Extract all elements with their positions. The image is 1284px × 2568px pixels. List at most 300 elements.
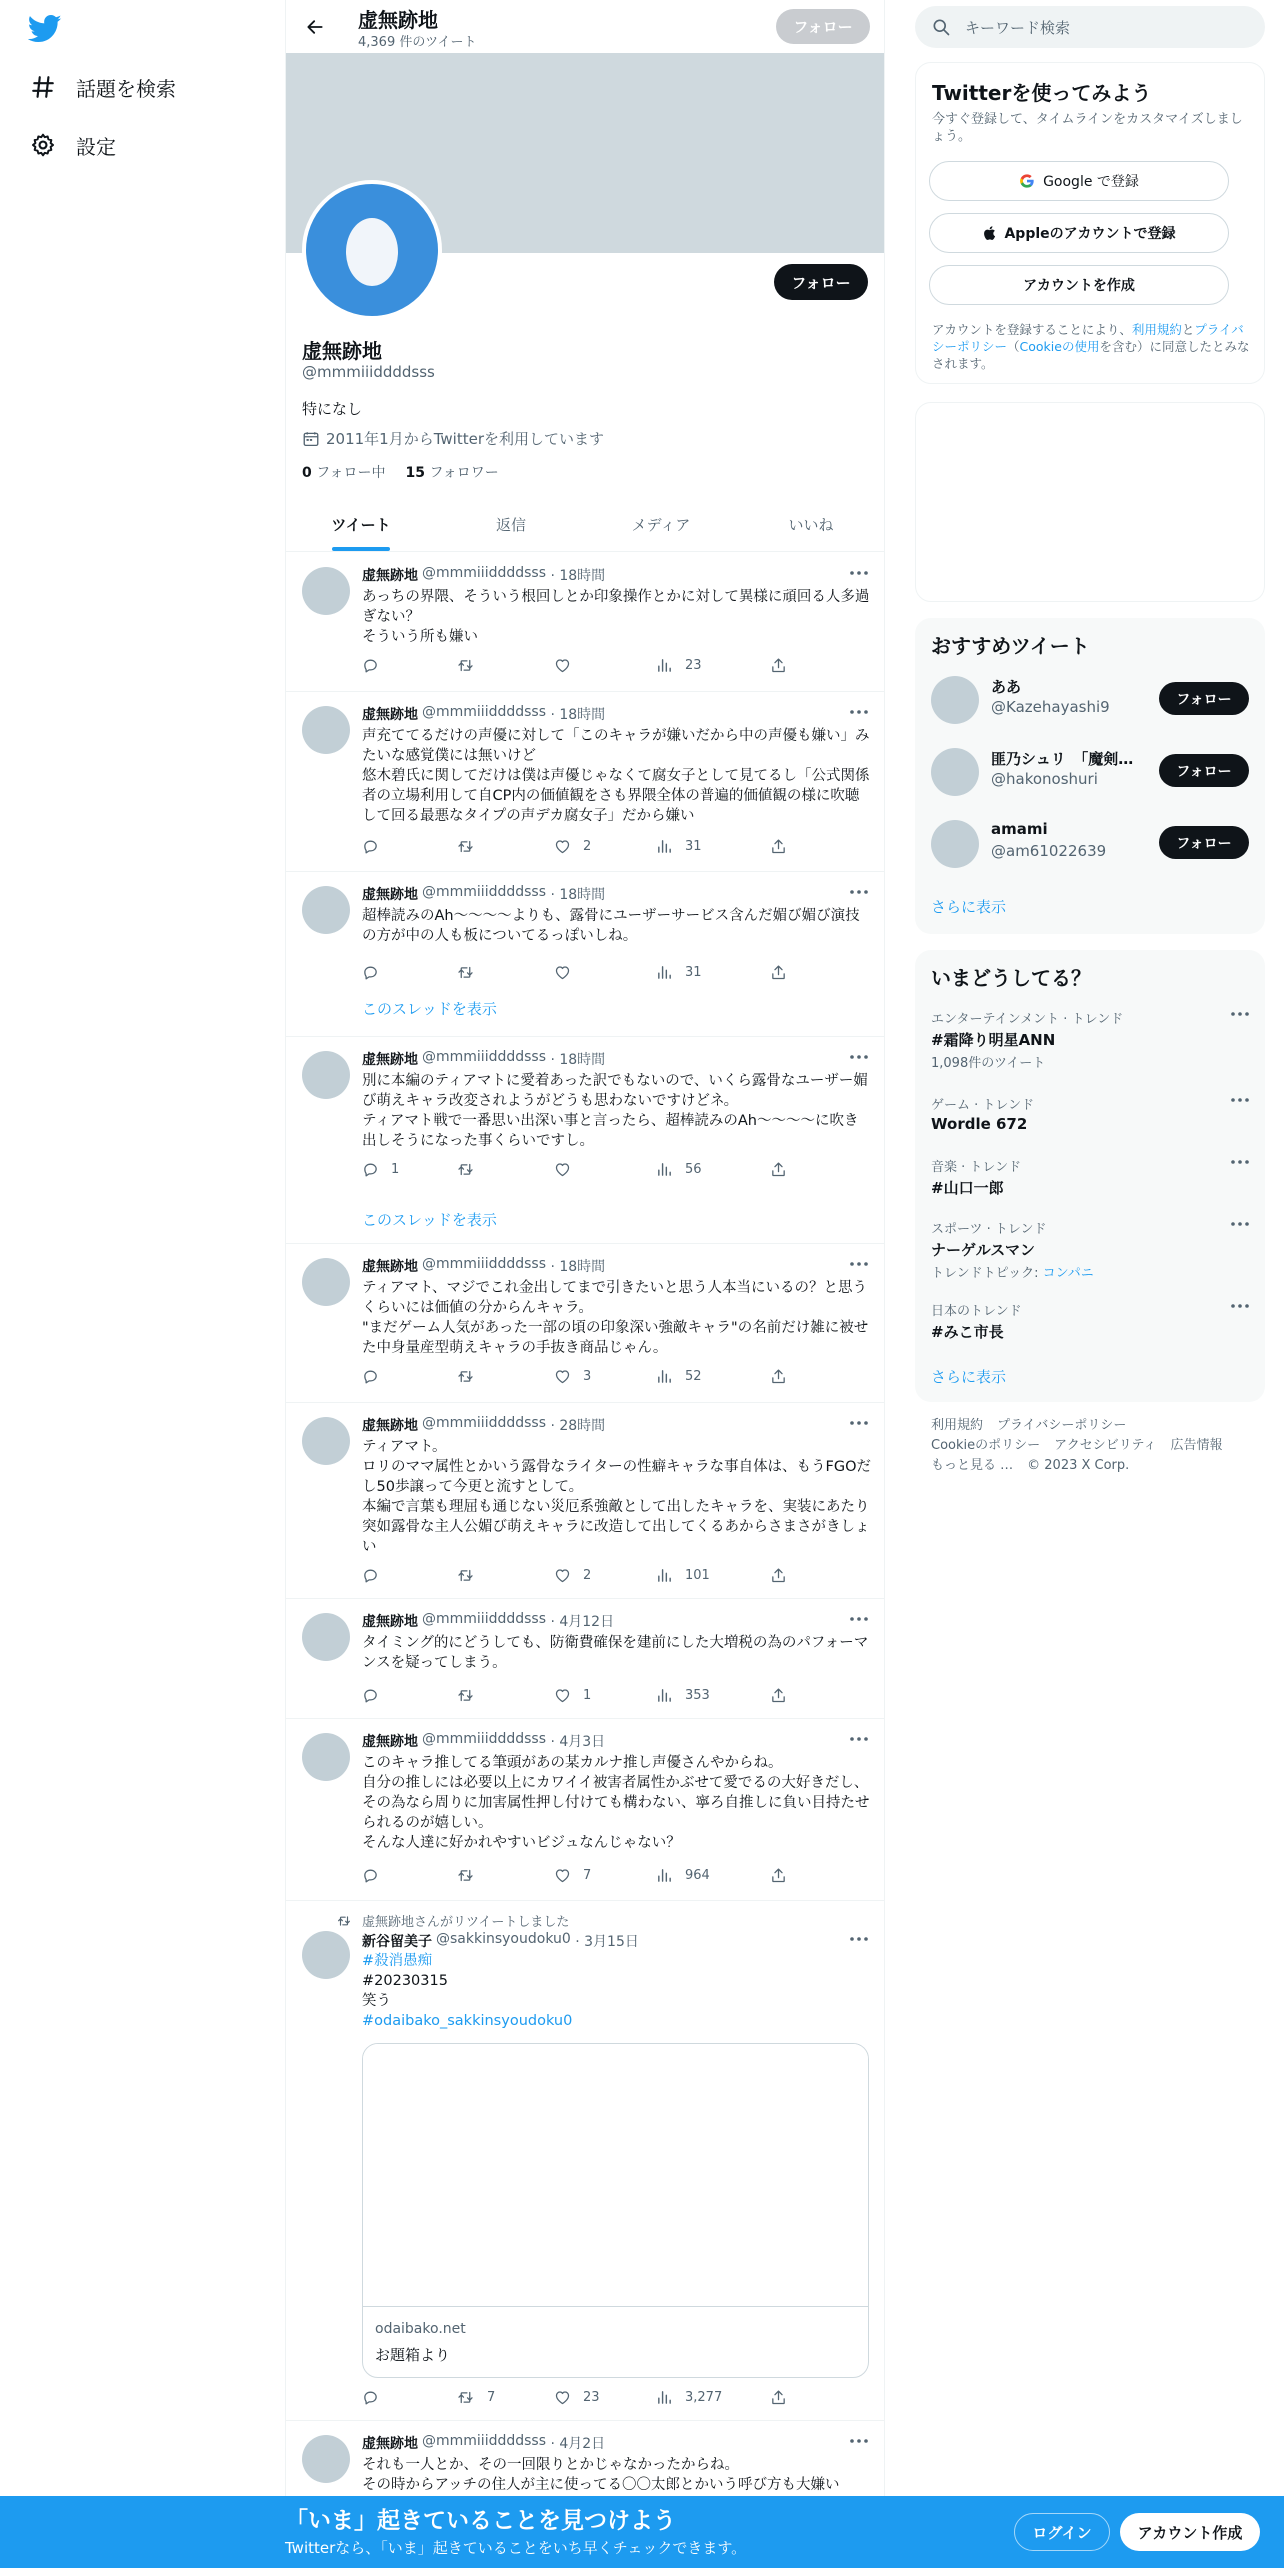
- retweet-button[interactable]: 7: [456, 2389, 495, 2406]
- google-signup-button[interactable]: [929, 161, 1229, 201]
- more-options-button[interactable]: [848, 884, 870, 900]
- tweet-author-handle: @mmmiiiddddsss: [422, 2433, 547, 2449]
- share-button[interactable]: [770, 1687, 799, 1704]
- apple-icon: [982, 225, 996, 241]
- tweet[interactable]: [286, 1403, 885, 1599]
- share-icon: [770, 838, 787, 855]
- hashtag-link[interactable]: #殺消愚痴: [362, 1953, 433, 1969]
- footer-link[interactable]: プライバシーポリシー: [997, 1418, 1127, 1433]
- share-button[interactable]: [770, 1567, 799, 1584]
- more-options-button[interactable]: [848, 1931, 870, 1947]
- header-name: 虚無跡地: [358, 8, 438, 32]
- signup-terms: アカウントを登録することにより、利用規約とプライバシーポリシー（Cookieの使用を含む）に同意したとみなされます。: [932, 322, 1250, 371]
- trend-category: エンターテインメント · トレンド: [931, 1012, 1124, 1027]
- avatar[interactable]: [302, 1733, 350, 1781]
- tweet[interactable]: [286, 1037, 885, 1244]
- heart-icon: [554, 1867, 571, 1884]
- trend-title: Wordle 672: [931, 1115, 1028, 1133]
- reply-button[interactable]: [362, 1368, 391, 1385]
- reply-button[interactable]: [362, 838, 391, 855]
- search-placeholder: キーワード検索: [965, 18, 1071, 37]
- more-dots-icon: [850, 1937, 868, 1941]
- recommended-user[interactable]: [931, 816, 1249, 872]
- profile-joined-text: 2011年1月からTwitterを利用しています: [326, 430, 604, 448]
- tweet-author-handle: @mmmiiiddddsss: [422, 1256, 547, 1272]
- tweet-action-bar: [362, 838, 802, 860]
- tweet-text: 声充ててるだけの声優に対して「このキャラが嫌いだから中の声優も嫌い」みたいな感覚僕には無いけど 悠木碧氏に関してだけは僕は声優じゃなくて腐女子として見てるし「公式関係者の立場利用して自CP内の価値観をさも界隈全体の普遍的価値観の様に吹聴して回る最悪なタイプの声デカ腐女子」だから嫌い: [362, 728, 870, 824]
- trend-more-button[interactable]: [1231, 1222, 1249, 1226]
- views-chart-icon: [656, 1867, 673, 1884]
- views-chart-icon: [656, 1368, 673, 1385]
- like-button[interactable]: 2: [554, 838, 591, 855]
- views-chart-icon: [656, 1161, 673, 1178]
- heart-icon: [554, 838, 571, 855]
- tweet-text: それも一人とか、その一回限りとかじゃなかったからね。 その時からアッチの住人が主に使ってる〇〇太郎とかいう呼び方も大嫌い: [362, 2457, 840, 2493]
- tweet-header: [362, 884, 605, 904]
- nav-explore[interactable]: [28, 67, 176, 107]
- share-icon: [770, 1687, 787, 1704]
- more-dots-icon: [850, 2439, 868, 2443]
- trends-show-more[interactable]: さらに表示: [931, 1368, 1007, 1386]
- trend-subtitle: 1,098件のツイート: [931, 1056, 1046, 1071]
- recommended-show-more[interactable]: さらに表示: [931, 898, 1007, 916]
- reply-button[interactable]: [362, 2389, 391, 2406]
- more-options-button[interactable]: [848, 1256, 870, 1272]
- signup-title: Twitterを使ってみよう: [932, 81, 1152, 105]
- arrow-left-icon: [305, 17, 325, 37]
- footer-link[interactable]: 利用規約: [931, 1418, 984, 1433]
- more-dots-icon: [850, 1617, 868, 1621]
- recommended-follow-button[interactable]: フォロー: [1159, 682, 1249, 715]
- reply-icon: [362, 838, 379, 855]
- retweet-button[interactable]: [456, 1567, 487, 1584]
- share-icon: [770, 1368, 787, 1385]
- trend-title: ナーゲルスマン: [931, 1241, 1035, 1259]
- recommended-user-name: 匪乃シュリ 「魔剣…: [991, 750, 1134, 768]
- tweet-action-bar: [362, 1567, 802, 1589]
- views-button[interactable]: 101: [656, 1567, 710, 1584]
- heart-icon: [554, 2389, 571, 2406]
- twitter-bird-icon[interactable]: [28, 14, 62, 44]
- signup-box: [915, 62, 1265, 384]
- share-icon: [770, 657, 787, 674]
- tweet-time[interactable]: · 3月15日: [575, 1934, 639, 1950]
- link-card-domain: odaibako.net: [375, 2321, 466, 2337]
- reply-icon: [362, 1867, 379, 1884]
- reply-button[interactable]: 1: [362, 1161, 399, 1178]
- more-options-button[interactable]: [848, 1415, 870, 1431]
- avatar[interactable]: [302, 1613, 350, 1661]
- tweet-author-name[interactable]: 新谷留美子: [362, 1934, 432, 1950]
- heart-icon: [554, 657, 571, 674]
- tweet-author-name[interactable]: 虚無跡地: [362, 2436, 418, 2452]
- create-account-button[interactable]: アカウントを作成: [929, 265, 1229, 305]
- more-options-button[interactable]: [848, 1611, 870, 1627]
- tweet-author-handle: @mmmiiiddddsss: [422, 1731, 547, 1747]
- tweet-author-handle: @sakkinsyoudoku0: [436, 1931, 571, 1947]
- trends-panel: [915, 950, 1265, 1402]
- recommended-user-handle: @hakonoshuri: [991, 770, 1098, 788]
- share-button[interactable]: [770, 1867, 799, 1884]
- trend-item[interactable]: [931, 1218, 1249, 1281]
- trend-category: スポーツ · トレンド: [931, 1222, 1047, 1237]
- trend-topic-link[interactable]: コンパニ: [1042, 1266, 1094, 1281]
- header-follow-button[interactable]: フォロー: [776, 9, 870, 44]
- like-button[interactable]: [554, 657, 583, 674]
- retweet-button[interactable]: [456, 1687, 487, 1704]
- reply-icon: [362, 1161, 379, 1178]
- tweet[interactable]: [286, 553, 885, 692]
- tweet-text: ティアマト、マジでこれ金出してまで引きたいと思う人本当にいるの？と思うくらいには価値の分からんキャラ。 "まだゲーム人気があった一部の頃の印象深い強敵キャラ"の名前だけ雑に被せた中身量産型萌えキャラの手抜き商品じゃん。: [362, 1280, 869, 1356]
- tweet-author-name[interactable]: 虚無跡地: [362, 1052, 418, 1068]
- retweeted-tweet[interactable]: [286, 1901, 885, 2421]
- avatar[interactable]: [302, 706, 350, 754]
- tweet-author-handle: @mmmiiiddddsss: [422, 884, 547, 900]
- more-dots-icon: [850, 1262, 868, 1266]
- tweet-author-name[interactable]: 虚無跡地: [362, 887, 418, 903]
- retweet-icon: [456, 657, 475, 674]
- tweet[interactable]: [286, 692, 885, 872]
- trend-more-button[interactable]: [1231, 1160, 1249, 1164]
- trend-subtitle: トレンドトピック: コンパニ: [931, 1266, 1094, 1281]
- avatar[interactable]: [302, 2435, 350, 2483]
- views-chart-icon: [656, 1567, 673, 1584]
- link-card-image: [363, 2044, 868, 2307]
- avatar[interactable]: [302, 1051, 350, 1099]
- avatar[interactable]: [931, 748, 979, 796]
- recommended-follow-button[interactable]: フォロー: [1159, 826, 1249, 859]
- trend-item[interactable]: [931, 1156, 1249, 1198]
- tweet-time[interactable]: · 4月2日: [550, 2436, 606, 2452]
- tweet-author-handle: @mmmiiiddddsss: [422, 1049, 547, 1065]
- tweet-time[interactable]: · 18時間: [550, 1052, 606, 1068]
- retweet-icon: [456, 2389, 475, 2406]
- tweet-time[interactable]: · 4月3日: [550, 1734, 606, 1750]
- footer-link[interactable]: アクセシビリティ: [1054, 1438, 1157, 1453]
- search-input[interactable]: [915, 6, 1265, 48]
- trend-more-button[interactable]: [1231, 1304, 1249, 1308]
- footer-links: [931, 1416, 1251, 1476]
- tweet-text: あっちの界隈、そういう根回しとか印象操作とかに対して異様に頑回る人多過ぎない？ そういう所も嫌い: [362, 589, 870, 645]
- more-options-button[interactable]: [848, 1049, 870, 1065]
- retweet-button[interactable]: [456, 1867, 487, 1884]
- empty-widget: [915, 402, 1265, 602]
- reply-icon: [362, 1687, 379, 1704]
- recommended-user-handle: @am61022639: [991, 842, 1107, 860]
- views-chart-icon: [656, 1687, 673, 1704]
- retweet-icon: [456, 1161, 475, 1178]
- recommended-title: おすすめツイート: [931, 634, 1090, 658]
- views-button[interactable]: 31: [656, 838, 702, 855]
- footer-link[interactable]: もっと見る …: [931, 1458, 1014, 1473]
- more-dots-icon: [850, 890, 868, 894]
- views-chart-icon: [656, 838, 673, 855]
- bottom-bar-subtitle: Twitterなら、「いま」起きていることをいち早くチェックできます。: [285, 2539, 747, 2557]
- header-tweet-count: 4,369 件のツイート: [358, 35, 477, 50]
- link-card[interactable]: [362, 2043, 869, 2378]
- tweet-header: [362, 1611, 614, 1631]
- recommended-user-name: amami: [991, 820, 1048, 838]
- profile-stats: [302, 462, 499, 482]
- calendar-icon: [302, 430, 320, 448]
- footer-link[interactable]: © 2023 X Corp.: [1027, 1458, 1130, 1473]
- tweet-action-bar: [362, 1161, 802, 1183]
- views-button[interactable]: 353: [656, 1687, 710, 1704]
- tweet-author-name[interactable]: 虚無跡地: [362, 568, 418, 584]
- views-button[interactable]: 52: [656, 1368, 702, 1385]
- tweet-text: このキャラ推してる筆頭があの某カルナ推し声優さんやからね。 自分の推しには必要以上にカワイイ被害者属性かぶせて愛でるの大好きだし、その為なら周りに加害属性押し付けても構わない、寧ろ自推しに負い目持たせられるのが嬉しい。 そんな人達に好かれやすいビジュなんじゃない？: [362, 1755, 870, 1851]
- tweet[interactable]: [286, 1719, 885, 1901]
- heart-icon: [554, 1161, 571, 1178]
- trend-title: #山口一郎: [931, 1179, 1004, 1197]
- tweet-author-name[interactable]: 虚無跡地: [362, 1734, 418, 1750]
- default-egg-icon: [344, 212, 400, 288]
- retweet-small-icon: [336, 1914, 352, 1928]
- tweet-time[interactable]: · 18時間: [550, 887, 606, 903]
- retweet-icon: [456, 1867, 475, 1884]
- tweet-action-bar: [362, 2389, 802, 2411]
- login-prompt-bar: [0, 2496, 1284, 2568]
- trend-category: 日本のトレンド: [931, 1304, 1022, 1319]
- retweet-icon: [456, 1567, 475, 1584]
- trend-item[interactable]: [931, 1300, 1249, 1342]
- signup-subtitle: 今すぐ登録して、タイムラインをカスタマイズしましょう。: [932, 112, 1243, 144]
- views-button[interactable]: 3,277: [656, 2389, 722, 2406]
- views-button[interactable]: 964: [656, 1867, 710, 1884]
- right-sidebar: [915, 0, 1265, 2568]
- search-icon: [931, 17, 951, 37]
- share-button[interactable]: [770, 964, 799, 981]
- more-dots-icon: [1231, 1098, 1249, 1102]
- more-dots-icon: [1231, 1304, 1249, 1308]
- nav-settings[interactable]: [28, 125, 116, 165]
- share-button[interactable]: [770, 838, 799, 855]
- gear-icon: [28, 130, 58, 160]
- retweet-button[interactable]: [456, 838, 487, 855]
- more-dots-icon: [850, 710, 868, 714]
- more-options-button[interactable]: [848, 704, 870, 720]
- retweet-icon: [456, 1368, 475, 1385]
- reply-button[interactable]: [362, 1567, 391, 1584]
- tweet-action-bar: [362, 1368, 802, 1390]
- more-dots-icon: [1231, 1222, 1249, 1226]
- tweet[interactable]: [286, 872, 885, 1037]
- like-button[interactable]: 2: [554, 1567, 591, 1584]
- recommended-user[interactable]: [931, 672, 1249, 728]
- profile-avatar[interactable]: [302, 180, 442, 320]
- retweet-icon: [456, 838, 475, 855]
- heart-icon: [554, 964, 571, 981]
- like-button[interactable]: [554, 1161, 583, 1178]
- heart-icon: [554, 1687, 571, 1704]
- more-dots-icon: [1231, 1160, 1249, 1164]
- avatar[interactable]: [302, 567, 350, 615]
- tab-replies[interactable]: 返信: [495, 516, 526, 534]
- tweet-action-bar: [362, 657, 802, 679]
- recommended-panel: [915, 618, 1265, 934]
- reply-icon: [362, 1567, 379, 1584]
- avatar[interactable]: [302, 886, 350, 934]
- views-button[interactable]: 56: [656, 1161, 702, 1178]
- reply-icon: [362, 1368, 379, 1385]
- retweet-button[interactable]: [456, 1161, 487, 1178]
- share-icon: [770, 1161, 787, 1178]
- like-button[interactable]: 1: [554, 1687, 591, 1704]
- reply-button[interactable]: [362, 1867, 391, 1884]
- more-dots-icon: [850, 1055, 868, 1059]
- tweet-action-bar: [362, 964, 802, 986]
- tweet-header: [362, 565, 605, 585]
- login-button[interactable]: ログイン: [1014, 2513, 1110, 2551]
- nav-explore-label: 話題を検索: [76, 76, 176, 101]
- google-signup-label: Google で登録: [1043, 174, 1139, 190]
- avatar[interactable]: [302, 1258, 350, 1306]
- views-chart-icon: [656, 2389, 673, 2406]
- terms-link[interactable]: 利用規約: [1131, 322, 1182, 337]
- share-button[interactable]: [770, 1161, 799, 1178]
- trend-more-button[interactable]: [1231, 1098, 1249, 1102]
- tab-likes[interactable]: いいね: [788, 516, 834, 534]
- footer-link[interactable]: 広告情報: [1170, 1438, 1223, 1453]
- retweet-icon: [456, 964, 475, 981]
- tweet-action-bar: [362, 1687, 802, 1709]
- like-button[interactable]: 3: [554, 1368, 591, 1385]
- followers-link[interactable]: 15 フォロワー: [405, 465, 499, 481]
- back-button[interactable]: [298, 10, 332, 44]
- profile-follow-button[interactable]: フォロー: [774, 264, 868, 300]
- following-link[interactable]: 0 フォロー中: [302, 465, 386, 481]
- retweet-button[interactable]: [456, 964, 487, 981]
- tweet-time[interactable]: · 18時間: [550, 1259, 606, 1275]
- trend-more-button[interactable]: [1231, 1012, 1249, 1016]
- views-chart-icon: [656, 657, 673, 674]
- retweet-context: 虚無跡地さんがリツイートしました: [362, 1911, 569, 1930]
- tweet-author-name[interactable]: 虚無跡地: [362, 1614, 418, 1630]
- tweet-author-handle: @mmmiiiddddsss: [422, 1611, 547, 1627]
- recommended-follow-button[interactable]: フォロー: [1159, 754, 1249, 787]
- avatar[interactable]: [302, 1931, 350, 1979]
- profile-joined: [302, 428, 604, 449]
- hashtag-icon: [28, 72, 58, 102]
- profile-tabs: [286, 498, 885, 552]
- trend-category: ゲーム · トレンド: [931, 1098, 1035, 1113]
- heart-icon: [554, 1567, 571, 1584]
- retweet-button[interactable]: [456, 1368, 487, 1385]
- like-button[interactable]: [554, 964, 583, 981]
- link-card-title: お題箱より: [375, 2346, 451, 2364]
- more-options-button[interactable]: [848, 2433, 870, 2449]
- trends-title: いまどうしてる？: [931, 966, 1091, 990]
- google-icon: [1019, 173, 1035, 189]
- recommended-user[interactable]: [931, 744, 1249, 800]
- reply-button[interactable]: [362, 1687, 391, 1704]
- reply-icon: [362, 964, 379, 981]
- heart-icon: [554, 1368, 571, 1385]
- apple-signup-label: Appleのアカウントで登録: [1004, 226, 1176, 242]
- share-icon: [770, 1567, 787, 1584]
- show-thread-link[interactable]: このスレッドを表示: [362, 1000, 497, 1018]
- profile-bio: 特になし: [302, 400, 363, 418]
- privacy-link[interactable]: プライバシーポリシー: [932, 322, 1244, 354]
- tab-tweets[interactable]: ツイート: [286, 498, 436, 551]
- reply-button[interactable]: [362, 964, 391, 981]
- share-button[interactable]: [770, 1368, 799, 1385]
- trend-title: #みこ市長: [931, 1323, 1004, 1341]
- avatar[interactable]: [302, 1417, 350, 1465]
- apple-signup-button[interactable]: [929, 213, 1229, 253]
- views-button[interactable]: 31: [656, 964, 702, 981]
- show-thread-link[interactable]: このスレッドを表示: [362, 1211, 497, 1229]
- share-button[interactable]: [770, 2389, 799, 2406]
- cookie-link[interactable]: Cookieの使用: [1019, 339, 1100, 354]
- recommended-user-handle: @Kazehayashi9: [991, 698, 1110, 716]
- share-icon: [770, 2389, 787, 2406]
- tweet-header: [362, 1415, 605, 1435]
- views-button[interactable]: 23: [656, 657, 702, 674]
- tweet[interactable]: [286, 1244, 885, 1403]
- tweet-author-name[interactable]: 虚無跡地: [362, 1259, 418, 1275]
- tweet-author-name[interactable]: 虚無跡地: [362, 707, 418, 723]
- tweet-text: タイミング的にどうしても、防衛費確保を建前にした大増税の為のパフォーマンスを疑ってしまう。: [362, 1635, 869, 1671]
- retweet-icon: [456, 1687, 475, 1704]
- tweet[interactable]: [286, 1599, 885, 1719]
- tweet-header: [362, 1256, 605, 1276]
- more-dots-icon: [850, 1737, 868, 1741]
- more-options-button[interactable]: [848, 565, 870, 581]
- tweet-time[interactable]: · 28時間: [550, 1418, 606, 1434]
- tweet-author-handle: @mmmiiiddddsss: [422, 1415, 547, 1431]
- tweet-time[interactable]: · 18時間: [550, 568, 606, 584]
- tweet-header: [362, 704, 605, 724]
- share-icon: [770, 964, 787, 981]
- nav-settings-label: 設定: [76, 134, 116, 159]
- left-nav: [0, 0, 285, 2568]
- tweet-text: 超棒読みのAh〜〜〜〜よりも、露骨にユーザーサービス含んだ媚び媚び演技の方が中の人も板についてるっぽいしね。: [362, 908, 860, 944]
- avatar[interactable]: [931, 676, 979, 724]
- tweet-header: [362, 2433, 605, 2453]
- reply-button[interactable]: [362, 657, 391, 674]
- trend-item[interactable]: [931, 1008, 1249, 1071]
- reply-icon: [362, 657, 379, 674]
- reply-icon: [362, 2389, 379, 2406]
- more-dots-icon: [850, 1421, 868, 1425]
- avatar[interactable]: [931, 820, 979, 868]
- retweet-button[interactable]: [456, 657, 487, 674]
- footer-link[interactable]: Cookieのポリシー: [931, 1438, 1041, 1453]
- tweet-author-name[interactable]: 虚無跡地: [362, 1418, 418, 1434]
- like-button[interactable]: 23: [554, 2389, 600, 2406]
- tweet-action-bar: [362, 1867, 802, 1889]
- main-column: [285, 0, 885, 2568]
- tweet-time[interactable]: · 18時間: [550, 707, 606, 723]
- tweet-header: [362, 1931, 639, 1951]
- tweet-header: [362, 1731, 605, 1751]
- hashtag-link[interactable]: #odaibako_sakkinsyoudoku0: [362, 2013, 573, 2029]
- tweet-time[interactable]: · 4月12日: [550, 1614, 615, 1630]
- tab-media[interactable]: メディア: [631, 516, 691, 534]
- like-button[interactable]: 7: [554, 1867, 591, 1884]
- share-button[interactable]: [770, 657, 799, 674]
- signup-button[interactable]: アカウント作成: [1120, 2513, 1260, 2551]
- more-options-button[interactable]: [848, 1731, 870, 1747]
- tweet-header: [362, 1049, 605, 1069]
- tweet-text: ティアマト。 ロリのママ属性とかいう露骨なライターの性癖キャラな事自体は、もうFGOだし50歩譲って今更と流すとして。 本編で言葉も理屈も通じない災厄系強敵として出したキャラを、実装にあたり突如露骨な主人公媚び萌えキャラに改造して出してくるあからさまさがきしょい: [362, 1439, 872, 1555]
- tweet-text: 別に本編のティアマトに愛着あった訳でもないので、いくら露骨なユーザー媚び萌えキャラ改変されようがどうも思わないですけどネ。 ティアマト戦で一番思い出深い事と言ったら、超棒読みのAh〜〜〜〜に吹き出しそうになった事くらいですし。: [362, 1073, 868, 1149]
- tweet-author-handle: @mmmiiiddddsss: [422, 565, 547, 581]
- trend-category: 音楽 · トレンド: [931, 1160, 1022, 1175]
- views-chart-icon: [656, 964, 673, 981]
- trend-item[interactable]: [931, 1094, 1249, 1133]
